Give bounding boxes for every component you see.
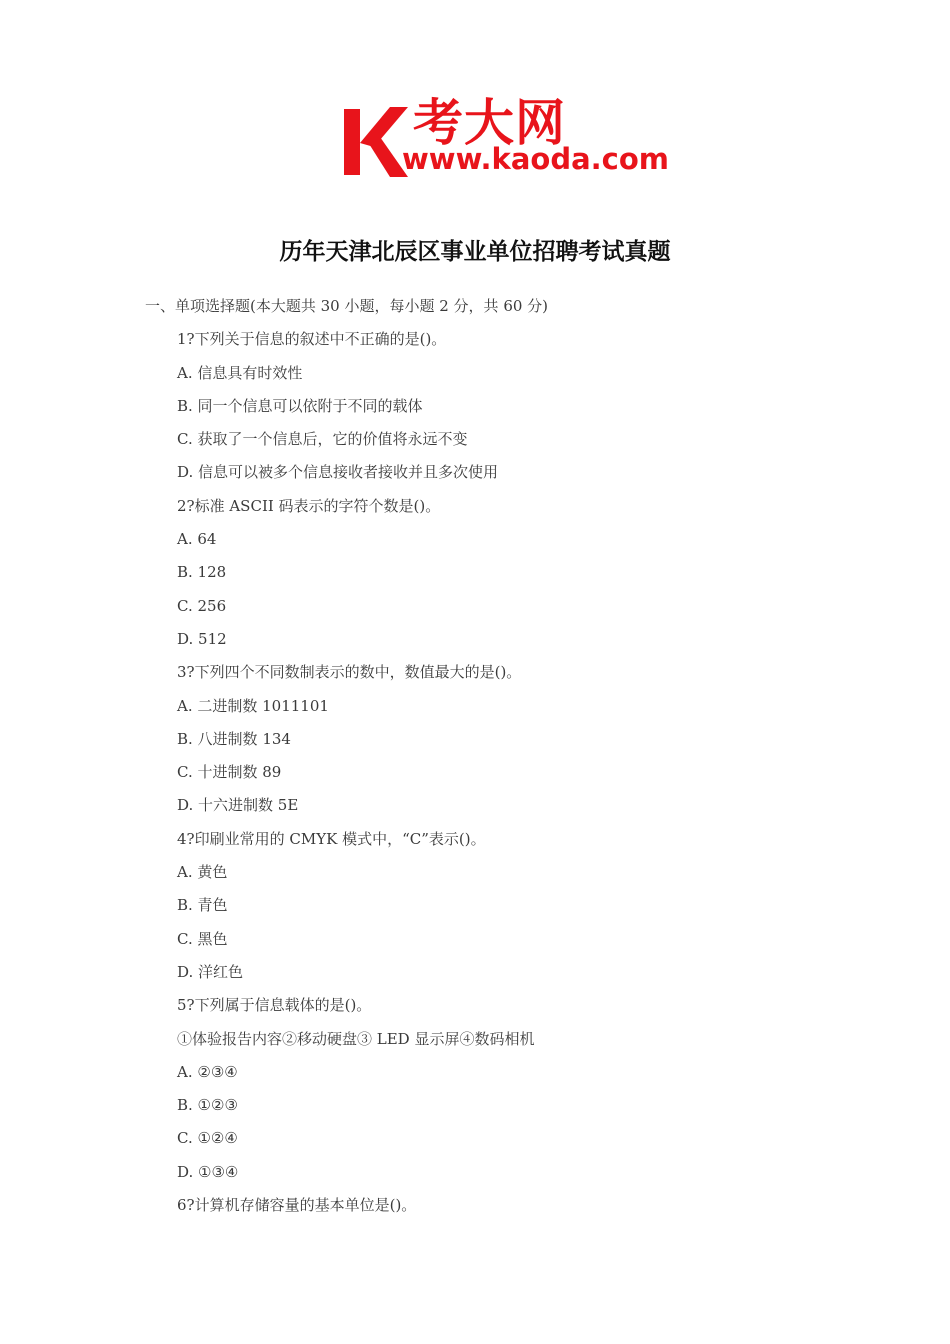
option-4a: A. 黄色 xyxy=(177,863,228,882)
option-4d: D. 洋红色 xyxy=(177,962,244,981)
question-5: 5?下列属于信息载体的是()。 xyxy=(177,996,372,1015)
option-5a: A. ②③④ xyxy=(177,1062,238,1081)
question-5-items: ①体验报告内容②移动硬盘③ LED 显示屏④数码相机 xyxy=(177,1029,535,1048)
option-1d: D. 信息可以被多个信息接收者接收并且多次使用 xyxy=(177,463,499,482)
option-1c: C. 获取了一个信息后，它的价值将永远不变 xyxy=(177,430,468,449)
option-5b: B. ①②③ xyxy=(177,1096,238,1115)
document-title: 历年天津北辰区事业单位招聘考试真题 xyxy=(279,238,671,265)
question-content xyxy=(145,290,845,1222)
k-logo-icon xyxy=(340,103,410,183)
option-1a: A. 信息具有时效性 xyxy=(177,363,303,382)
section-heading: 一、单项选择题(本大题共 30 小题，每小题 2 分，共 60 分) xyxy=(145,297,549,315)
question-1: 1?下列关于信息的叙述中不正确的是()。 xyxy=(177,330,447,349)
question-2: 2?标准 ASCII 码表示的字符个数是()。 xyxy=(177,496,441,515)
logo-url-text: www.kaoda.com xyxy=(402,142,669,176)
question-6: 6?计算机存储容量的基本单位是()。 xyxy=(177,1196,417,1215)
option-2d: D. 512 xyxy=(177,629,227,648)
option-3a: A. 二进制数 1011101 xyxy=(177,696,329,715)
option-2b: B. 128 xyxy=(177,563,227,582)
option-2a: A. 64 xyxy=(177,530,217,549)
question-3: 3?下列四个不同数制表示的数中，数值最大的是()。 xyxy=(177,663,522,682)
option-5d: D. ①③④ xyxy=(177,1162,239,1181)
logo-brand-text: 考大网 xyxy=(413,94,566,152)
option-2c: C. 256 xyxy=(177,596,227,615)
kaoda-logo xyxy=(340,95,670,185)
option-4b: B. 青色 xyxy=(177,896,228,915)
option-3b: B. 八进制数 134 xyxy=(177,729,291,748)
option-1b: B. 同一个信息可以依附于不同的载体 xyxy=(177,396,423,415)
option-5c: C. ①②④ xyxy=(177,1129,238,1148)
option-3d: D. 十六进制数 5E xyxy=(177,796,299,815)
question-4: 4?印刷业常用的 CMYK 模式中，“C”表示()。 xyxy=(177,829,486,848)
option-4c: C. 黑色 xyxy=(177,929,228,948)
option-3c: C. 十进制数 89 xyxy=(177,763,282,782)
